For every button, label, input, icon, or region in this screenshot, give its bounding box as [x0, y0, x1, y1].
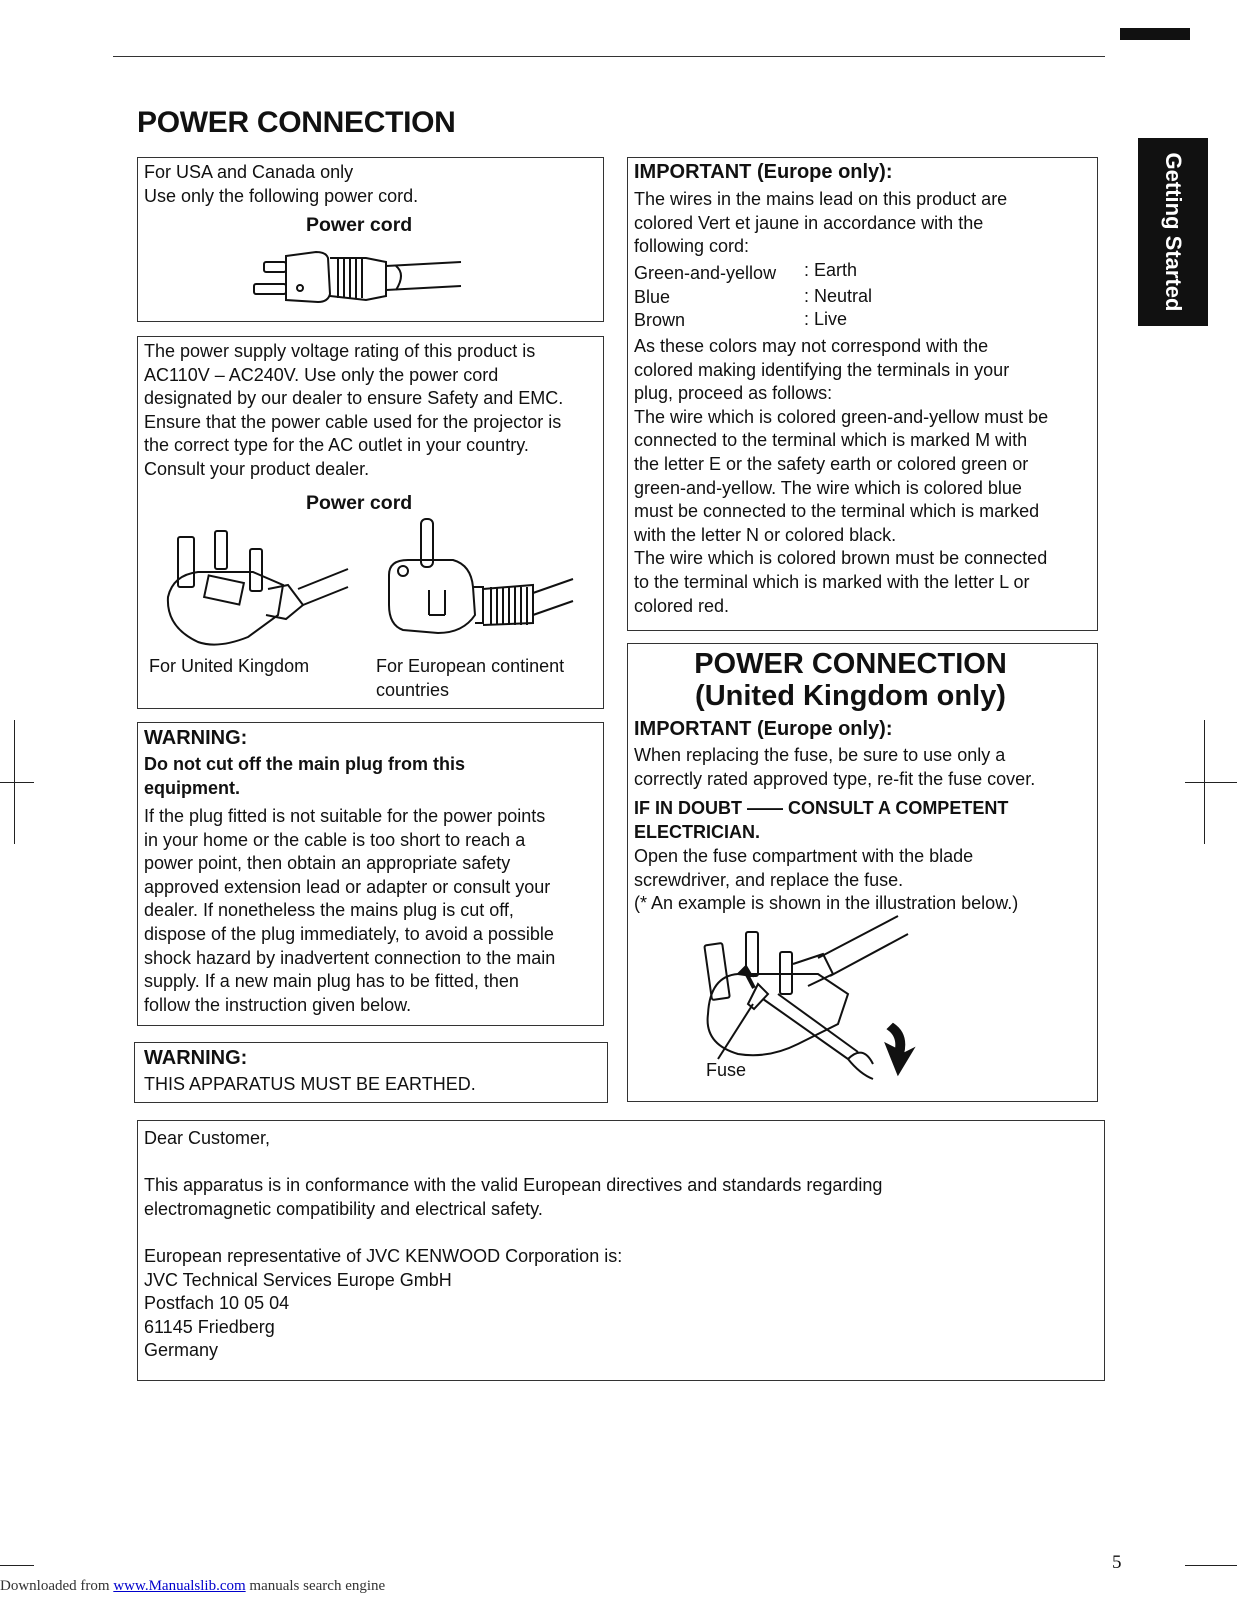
us-plug-icon: [246, 244, 466, 316]
wire-meaning: : Live: [804, 309, 848, 329]
wire-row: [634, 308, 934, 331]
warning-line: follow the instruction given below.: [144, 994, 412, 1015]
uk-title-2: (United Kingdom only): [695, 680, 1006, 712]
important-line: to the terminal which is marked with the letter L or: [634, 571, 1030, 592]
important-line: the letter E or the safety earth or colored green or: [634, 453, 1029, 474]
usa-canada-box: [137, 157, 604, 322]
download-footer: [0, 1578, 385, 1595]
open-line: (* An example is shown in the illustration below.): [634, 893, 1019, 914]
page-number: 5: [1112, 1552, 1122, 1573]
important-europe-box: [627, 157, 1098, 631]
caption-uk: For United Kingdom: [149, 656, 310, 676]
warning-plug-box: [137, 722, 604, 1026]
voltage-line: AC110V – AC240V. Use only the power cord: [144, 364, 499, 385]
rep-line: JVC Technical Services Europe GmbH: [144, 1269, 452, 1290]
earth-heading: WARNING:: [144, 1047, 248, 1069]
section-tab-label: Getting Started: [1161, 152, 1186, 312]
wire-row: [634, 261, 934, 285]
usa-cord-label: Power cord: [306, 214, 413, 236]
rep-line: 61145 Friedberg: [144, 1316, 275, 1337]
crop-mark-bottom-left: [0, 1565, 34, 1566]
important-line: must be connected to the terminal which is marked: [634, 501, 1040, 522]
crop-mark-right-h: [1185, 782, 1237, 783]
customer-para-2: electromagnetic compatibility and electrical safety.: [144, 1198, 543, 1219]
footer-prefix: Downloaded from: [0, 1578, 114, 1594]
important-line: The wire which is colored brown must be connected: [634, 548, 1048, 569]
footer-link[interactable]: www.Manualslib.com: [113, 1578, 246, 1594]
doubt-line-2: ELECTRICIAN.: [634, 821, 760, 842]
rep-line: Postfach 10 05 04: [144, 1293, 290, 1314]
warning-line: approved extension lead or adapter or consult your: [144, 876, 551, 897]
earth-text: THIS APPARATUS MUST BE EARTHED.: [144, 1074, 476, 1094]
doubt-line: IF IN DOUBT —— CONSULT A COMPETENT: [634, 798, 1009, 818]
warning-line: If the plug fitted is not suitable for the power points: [144, 806, 546, 826]
voltage-line: the correct type for the AC outlet in your country.: [144, 435, 529, 456]
uk-heading: IMPORTANT (Europe only):: [634, 718, 893, 740]
warning-line: dealer. If nonetheless the mains plug is cut off,: [144, 900, 514, 921]
rep-line: Germany: [144, 1340, 219, 1361]
important-line: colored red.: [634, 595, 730, 616]
important-line: green-and-yellow. The wire which is colored blue: [634, 477, 1022, 498]
crop-mark-bottom-right: [1185, 1565, 1237, 1566]
voltage-box: [137, 336, 604, 709]
important-heading: IMPORTANT (Europe only):: [634, 161, 893, 183]
fuse-line: When replacing the fuse, be sure to use only a: [634, 745, 1006, 765]
voltage-line: designated by our dealer to ensure Safety and EMC.: [144, 388, 564, 409]
fuse-label: Fuse: [706, 1060, 747, 1080]
important-intro: The wires in the mains lead on this product are: [634, 189, 1008, 209]
wire-meaning: : Earth: [804, 260, 858, 280]
important-line: connected to the terminal which is marked M with: [634, 430, 1028, 451]
customer-notice-box: [137, 1120, 1105, 1381]
warning-line: in your home or the cable is too short to reach a: [144, 829, 526, 850]
warning-line: shock hazard by inadvertent connection to the main: [144, 947, 556, 968]
important-body: [634, 335, 1048, 618]
usa-line-2: Use only the following power cord.: [144, 185, 419, 206]
open-line: screwdriver, and replace the fuse.: [634, 869, 904, 890]
usa-line-1: For USA and Canada only: [144, 162, 354, 182]
important-intro: colored Vert et jaune in accordance with the: [634, 212, 984, 233]
uk-title: [628, 648, 1073, 712]
open-line: Open the fuse compartment with the blade: [634, 846, 974, 866]
corner-mark: [1120, 28, 1190, 40]
page-title: POWER CONNECTION: [137, 106, 456, 139]
warning-earth-box: [134, 1042, 608, 1103]
fuse-line: correctly rated approved type, re-fit the fuse cover.: [634, 768, 1036, 789]
warning-line: supply. If a new main plug has to be fitted, then: [144, 971, 519, 992]
voltage-line: Consult your product dealer.: [144, 458, 370, 479]
important-line: colored making identifying the terminals in your: [634, 359, 1010, 380]
wire-table: [634, 261, 934, 331]
voltage-line: The power supply voltage rating of this product is: [144, 341, 536, 361]
uk-power-box: [627, 643, 1098, 1102]
section-tab: [1138, 138, 1208, 326]
caption-eu: For European continent: [376, 656, 565, 676]
uk-title-1: POWER CONNECTION: [694, 648, 1007, 680]
warning-line: power point, then obtain an appropriate safety: [144, 853, 511, 874]
footer-suffix: manuals search engine: [245, 1578, 386, 1594]
header-rule: [113, 56, 1105, 57]
warning-subheading: Do not cut off the main plug from this: [144, 754, 465, 774]
important-line: with the letter N or colored black.: [634, 524, 897, 545]
wire-row: [634, 285, 934, 308]
customer-para: This apparatus is in conformance with the valid European directives and standards regarding: [144, 1175, 883, 1195]
warning-subheading-2: equipment.: [144, 777, 241, 798]
wire-meaning: : Neutral: [804, 286, 873, 306]
warning-body: [144, 805, 555, 1017]
warning-line: dispose of the plug immediately, to avoid a possible: [144, 923, 554, 944]
important-intro: following cord:: [634, 236, 750, 257]
important-line: plug, proceed as follows:: [634, 383, 833, 404]
important-line: The wire which is colored green-and-yellow must be: [634, 406, 1049, 427]
wire-color: Brown: [634, 310, 686, 330]
wire-color: Green-and-yellow: [634, 263, 777, 283]
wire-color: Blue: [634, 287, 671, 307]
voltage-cord-label: Power cord: [306, 492, 413, 514]
voltage-line: Ensure that the power cable used for the projector is: [144, 411, 562, 432]
uk-plug-icon: [158, 527, 358, 652]
rep-line: European representative of JVC KENWOOD Corporation is:: [144, 1246, 623, 1266]
caption-eu-2: countries: [376, 679, 450, 700]
customer-greeting: Dear Customer,: [144, 1128, 271, 1148]
eu-plug-icon: [383, 515, 583, 640]
crop-mark-left-h: [0, 782, 34, 783]
voltage-text: [144, 340, 563, 482]
important-line: As these colors may not correspond with the: [634, 336, 989, 356]
warning-heading: WARNING:: [144, 727, 248, 749]
